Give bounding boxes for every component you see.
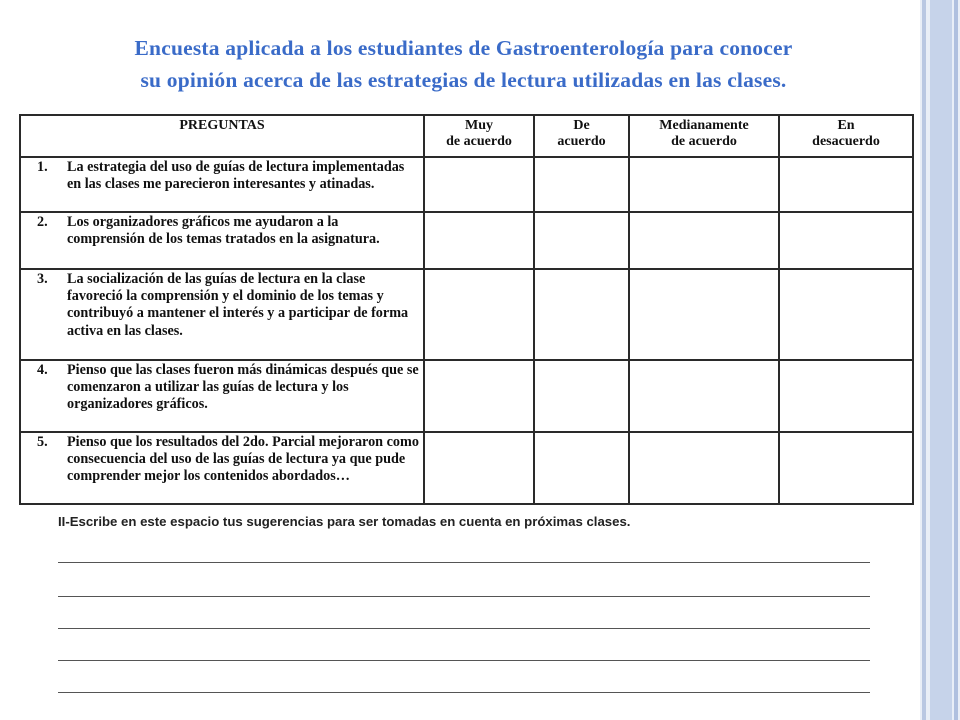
answer-cell-medianamente-de-acuerdo[interactable] bbox=[629, 157, 779, 212]
question-text: La estrategia del uso de guías de lectura implementadas en las clases me parecieron interesantes y atinadas. bbox=[67, 159, 405, 193]
survey-table bbox=[19, 114, 914, 505]
header-preguntas: PREGUNTAS bbox=[20, 115, 424, 157]
answer-cell-muy-de-acuerdo[interactable] bbox=[424, 269, 534, 360]
question-cell bbox=[20, 432, 424, 504]
header-muy-de-acuerdo: Muy de acuerdo bbox=[424, 115, 534, 157]
question-cell bbox=[20, 269, 424, 360]
table-row bbox=[20, 212, 913, 269]
question-number: 2. bbox=[37, 214, 48, 230]
table-header-row bbox=[20, 115, 913, 157]
writing-line[interactable] bbox=[58, 562, 870, 563]
question-cell bbox=[20, 212, 424, 269]
answer-cell-muy-de-acuerdo[interactable] bbox=[424, 432, 534, 504]
border-stripe bbox=[922, 0, 926, 720]
answer-cell-de-acuerdo[interactable] bbox=[534, 269, 629, 360]
answer-cell-medianamente-de-acuerdo[interactable] bbox=[629, 212, 779, 269]
header-en-desacuerdo: En desacuerdo bbox=[779, 115, 913, 157]
answer-cell-medianamente-de-acuerdo[interactable] bbox=[629, 432, 779, 504]
table-row bbox=[20, 269, 913, 360]
writing-line[interactable] bbox=[58, 596, 870, 597]
header-medianamente-de-acuerdo: Medianamente de acuerdo bbox=[629, 115, 779, 157]
answer-cell-en-desacuerdo[interactable] bbox=[779, 157, 913, 212]
answer-cell-muy-de-acuerdo[interactable] bbox=[424, 360, 534, 432]
slide-title bbox=[16, 32, 911, 96]
question-text: Los organizadores gráficos me ayudaron a la comprensión de los temas tratados en la asignatura. bbox=[67, 214, 380, 248]
writing-line[interactable] bbox=[58, 692, 870, 693]
header-de-acuerdo: De acuerdo bbox=[534, 115, 629, 157]
answer-cell-en-desacuerdo[interactable] bbox=[779, 269, 913, 360]
slide-right-border bbox=[920, 0, 960, 720]
table-row bbox=[20, 432, 913, 504]
question-number: 4. bbox=[37, 362, 48, 378]
answer-cell-en-desacuerdo[interactable] bbox=[779, 360, 913, 432]
suggestions-label: II-Escribe en este espacio tus sugerencias para ser tomadas en cuenta en próximas clases. bbox=[58, 514, 631, 529]
question-cell bbox=[20, 157, 424, 212]
answer-cell-en-desacuerdo[interactable] bbox=[779, 212, 913, 269]
answer-cell-medianamente-de-acuerdo[interactable] bbox=[629, 269, 779, 360]
question-text: Pienso que los resultados del 2do. Parcial mejoraron como consecuencia del uso de las guías de lectura ya que pude comprender mejor los contenidos abordados… bbox=[67, 434, 419, 485]
answer-cell-de-acuerdo[interactable] bbox=[534, 432, 629, 504]
question-number: 1. bbox=[37, 159, 48, 175]
table-row bbox=[20, 157, 913, 212]
title-line-2: su opinión acerca de las estrategias de lectura utilizadas en las clases. bbox=[140, 68, 787, 92]
answer-cell-muy-de-acuerdo[interactable] bbox=[424, 157, 534, 212]
question-number: 3. bbox=[37, 271, 48, 287]
border-stripe bbox=[954, 0, 958, 720]
answer-cell-en-desacuerdo[interactable] bbox=[779, 432, 913, 504]
answer-cell-medianamente-de-acuerdo[interactable] bbox=[629, 360, 779, 432]
question-text: La socialización de las guías de lectura en la clase favoreció la comprensión y el dominio de los temas y contribuyó a mantener el interés y a participar de forma activa en las clases. bbox=[67, 271, 409, 339]
answer-cell-muy-de-acuerdo[interactable] bbox=[424, 212, 534, 269]
answer-cell-de-acuerdo[interactable] bbox=[534, 157, 629, 212]
border-stripe bbox=[930, 0, 952, 720]
title-line-1: Encuesta aplicada a los estudiantes de Gastroenterología para conocer bbox=[134, 36, 793, 60]
writing-line[interactable] bbox=[58, 660, 870, 661]
answer-cell-de-acuerdo[interactable] bbox=[534, 360, 629, 432]
writing-line[interactable] bbox=[58, 628, 870, 629]
table-row bbox=[20, 360, 913, 432]
question-cell bbox=[20, 360, 424, 432]
question-number: 5. bbox=[37, 434, 48, 450]
answer-cell-de-acuerdo[interactable] bbox=[534, 212, 629, 269]
question-text: Pienso que las clases fueron más dinámicas después que se comenzaron a utilizar las guías de lectura y los organizadores gráficos. bbox=[67, 362, 419, 413]
